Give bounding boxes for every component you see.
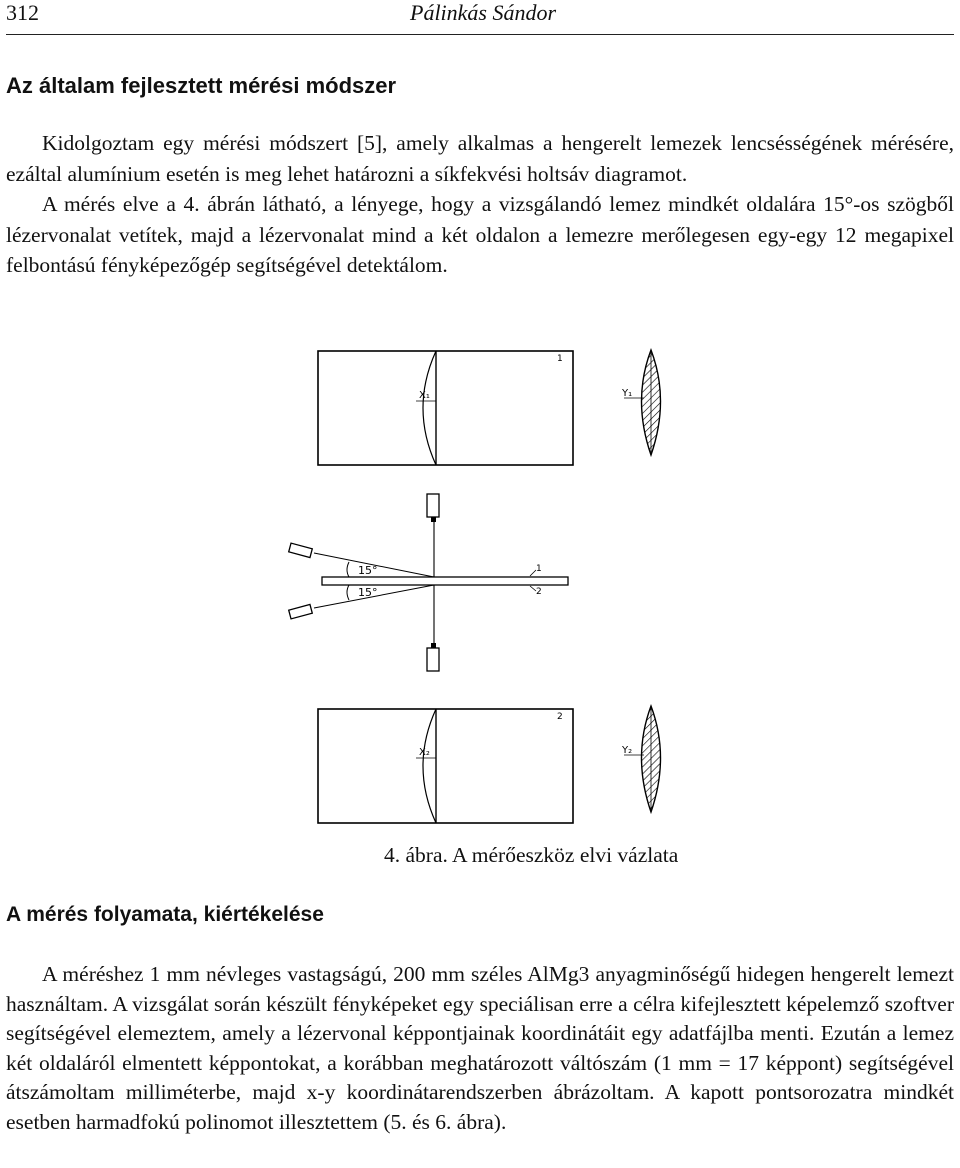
bottom-lens-profile [621, 706, 661, 812]
setup-diagram [289, 494, 568, 671]
top-image-number: 1 [557, 354, 563, 364]
paragraph-intro-text: Kidolgoztam egy mérési módszert [5], amely alkalmas a hengerelt lemezek lencsésségének mérésére, ezáltal alumínium esetén is meg lehet határozni a síkfekvési holtsáv diagramot. [6, 131, 954, 186]
upper-angle-arc [347, 562, 349, 577]
upper-camera-lens-icon [431, 517, 436, 522]
top-y-label: Y₁ [622, 388, 633, 399]
lower-laser-icon [289, 604, 313, 618]
lower-camera-lens-icon [431, 643, 436, 648]
paragraph-principle [6, 189, 954, 281]
top-laser-curve [423, 351, 436, 465]
top-image-frame [318, 351, 573, 465]
paragraph-process-text: A méréshez 1 mm névleges vastagságú, 200 mm széles AlMg3 anyagminőségű hidegen hengerelt lemezt használtam. A vizsgálat során készült fényképeket egy speciálisan erre a célra kifejlesztett képelemző szoftver segítségével elemeztem, amely a lézervonal képpontjainak koordinátáit egy adatfájlba menti. Ezután a lemez két oldaláról elmentett képpontokat, a korábban meghatározott váltószám (1 mm = 17 képpont) segítségével átszámoltam milliméterbe, majd x-y koordinátarendszerben ábrázoltam. A kapott pontsorozatra mindkét esetben harmadfokú polinomot illesztettem (5. és 6. ábra). [6, 962, 954, 1134]
paragraph-process [6, 960, 954, 1138]
angle-label-top: 15° [358, 564, 378, 577]
bottom-y-label: Y₂ [622, 745, 633, 756]
bottom-camera-image [318, 709, 573, 823]
figure-caption: 4. ábra. A mérőeszköz elvi vázlata [384, 843, 679, 867]
bottom-image-number: 2 [557, 712, 563, 722]
section-body-method [6, 128, 954, 281]
top-lens-profile [621, 350, 661, 455]
sheet-cross-section [322, 577, 568, 585]
section-heading-process: A mérés folyamata, kiértékelése [6, 903, 324, 926]
running-head-author: Pálinkás Sándor [410, 0, 557, 25]
paragraph-principle-text: A mérés elve a 4. ábrán látható, a lényege, hogy a vizsgálandó lemez mindkét oldalára 15°-os szögből lézervonalat vetítek, majd a lézervonalat mind a két oldalon a lemezre merőlegesen egy-egy 12 megapixel felbontású fényképezőgép segítségével detektálom. [6, 192, 954, 277]
figure-4 [270, 340, 700, 830]
upper-camera-icon [427, 494, 439, 517]
bottom-image-frame [318, 709, 573, 823]
side2-label: 2 [536, 587, 542, 597]
measurement-schematic [270, 340, 700, 830]
side1-label: 1 [536, 564, 542, 574]
page-header [6, 0, 954, 35]
upper-laser-icon [289, 543, 313, 557]
page-number: 312 [6, 0, 39, 25]
section-heading-method: Az általam fejlesztett mérési módszer [6, 73, 397, 98]
top-camera-image [318, 351, 573, 465]
bottom-laser-curve [423, 709, 436, 823]
lower-camera-icon [427, 648, 439, 671]
paragraph-intro [6, 128, 954, 189]
lower-angle-arc [347, 585, 349, 600]
bottom-x-label: X₂ [419, 747, 430, 758]
angle-label-bottom: 15° [358, 586, 378, 599]
top-x-label: X₁ [419, 390, 430, 401]
